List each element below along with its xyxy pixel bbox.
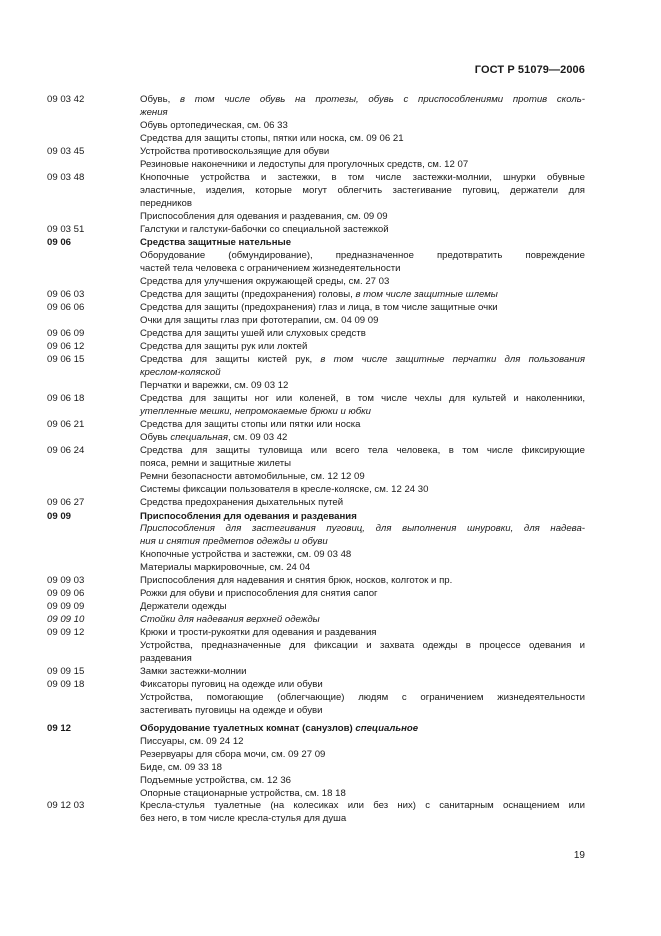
description-line bbox=[140, 211, 585, 224]
list-item bbox=[47, 511, 585, 576]
description-line bbox=[140, 172, 585, 185]
entry-description bbox=[140, 172, 585, 224]
description-line bbox=[140, 185, 585, 198]
description-line bbox=[140, 107, 585, 120]
text-run: Крюки и трости-рукоятки для одевания и раздевания bbox=[140, 627, 377, 639]
entry-code: 09 06 09 bbox=[47, 328, 85, 340]
description-line bbox=[140, 484, 585, 497]
list-item bbox=[47, 723, 585, 801]
description-line bbox=[140, 653, 585, 666]
list-item bbox=[47, 341, 585, 354]
description-line bbox=[140, 723, 585, 736]
text-run: Писсуары, см. 09 24 12 bbox=[140, 735, 244, 747]
entry-code: 09 03 45 bbox=[47, 145, 85, 157]
text-run: пояса, ремни и защитные жилеты bbox=[140, 457, 292, 469]
entry-description bbox=[140, 575, 585, 588]
list-item bbox=[47, 172, 585, 224]
text-run: Средства для защиты ушей или слуховых средств bbox=[140, 328, 366, 340]
entry-code: 09 09 12 bbox=[47, 627, 85, 639]
page-number: 19 bbox=[573, 850, 585, 861]
list-item bbox=[47, 588, 585, 601]
description-line bbox=[140, 432, 585, 445]
description-line bbox=[140, 315, 585, 328]
description-line bbox=[140, 458, 585, 471]
entry-description bbox=[140, 601, 585, 614]
text-run: без него, в том числе кресла-стулья для душа bbox=[140, 813, 347, 825]
description-line bbox=[140, 120, 585, 133]
text-run: Средства предохранения дыхательных путей bbox=[140, 496, 344, 508]
text-run: эластичные, изделия, которые могут облегчить застегивание пуговиц, держатели для bbox=[140, 184, 585, 196]
text-run: Стойки для надевания верхней одежды bbox=[140, 614, 320, 626]
text-run: застегивать пуговицы на одежде и обуви bbox=[140, 704, 323, 716]
text-run: креслом-коляской bbox=[140, 367, 221, 379]
list-item bbox=[47, 666, 585, 679]
text-run: Средства для защиты кистей рук, bbox=[140, 354, 321, 366]
text-run: Средства для защиты рук или локтей bbox=[140, 341, 308, 353]
text-run: Очки для защиты глаз при фототерапии, см. 04 09 09 bbox=[140, 315, 379, 327]
text-run: Галстуки и галстуки-бабочки со специальной застежкой bbox=[140, 223, 389, 235]
text-run: Средства для защиты стопы, пятки или носка, см. 09 06 21 bbox=[140, 132, 404, 144]
description-line bbox=[140, 198, 585, 211]
description-line bbox=[140, 419, 585, 432]
description-line bbox=[140, 146, 585, 159]
description-line bbox=[140, 289, 585, 302]
entry-code: 09 06 18 bbox=[47, 392, 85, 404]
entry-description bbox=[140, 445, 585, 497]
list-item bbox=[47, 601, 585, 614]
text-run: специальное bbox=[355, 722, 419, 734]
entry-description bbox=[140, 511, 585, 576]
list-item bbox=[47, 289, 585, 302]
text-run: Средства для улучшения окружающей среды, см. 27 03 bbox=[140, 276, 390, 288]
description-line bbox=[140, 511, 585, 524]
text-run: ния и снятия предметов одежды и обуви bbox=[140, 536, 328, 548]
text-run: Биде, см. 09 33 18 bbox=[140, 761, 222, 773]
description-line bbox=[140, 813, 585, 826]
entry-description bbox=[140, 224, 585, 237]
text-run: в том числе защитные шлемы bbox=[355, 289, 498, 301]
entry-code: 09 09 03 bbox=[47, 575, 85, 587]
description-line bbox=[140, 575, 585, 588]
text-run: Обувь, bbox=[140, 94, 181, 105]
text-run: в том числе защитные перчатки для пользования bbox=[320, 354, 585, 366]
entry-description bbox=[140, 723, 585, 801]
entry-code: 09 06 12 bbox=[47, 341, 85, 353]
list-item bbox=[47, 419, 585, 445]
text-run: Обувь ортопедическая, см. 06 33 bbox=[140, 119, 288, 131]
list-item bbox=[47, 614, 585, 627]
description-line bbox=[140, 263, 585, 276]
description-line bbox=[140, 549, 585, 562]
text-run: Устройства, предназначенные для фиксации и захвата одежды в процессе одевания и bbox=[140, 640, 585, 652]
text-run: Фиксаторы пуговиц на одежде или обуви bbox=[140, 678, 323, 690]
text-run: Замки застежки-молнии bbox=[140, 665, 247, 677]
text-run: жения bbox=[140, 106, 168, 118]
text-run: Средства для защиты туловища или всего тела человека, в том числе фиксирующие bbox=[140, 444, 585, 456]
description-line bbox=[140, 523, 585, 536]
description-line bbox=[140, 614, 585, 627]
text-run: Системы фиксации пользователя в кресле-коляске, см. 12 24 30 bbox=[140, 483, 429, 495]
text-run: Оборудование туалетных комнат (санузлов) bbox=[140, 722, 356, 734]
description-line bbox=[140, 788, 585, 801]
description-line bbox=[140, 94, 585, 107]
entry-code: 09 06 bbox=[47, 237, 72, 249]
entry-description bbox=[140, 328, 585, 341]
list-item bbox=[47, 393, 585, 419]
text-run: Оборудование (обмундирование), предназначенное предотвратить повреждение bbox=[140, 250, 585, 262]
description-line bbox=[140, 341, 585, 354]
entry-code: 09 03 48 bbox=[47, 171, 85, 183]
text-run: частей тела человека с ограничением жизнедеятельности bbox=[140, 263, 401, 275]
description-line bbox=[140, 679, 585, 692]
list-item bbox=[47, 237, 585, 289]
entry-code: 09 03 51 bbox=[47, 223, 85, 235]
description-line bbox=[140, 705, 585, 718]
text-run: Держатели одежды bbox=[140, 601, 227, 613]
list-item bbox=[47, 800, 585, 826]
text-run: Материалы маркировочные, см. 24 04 bbox=[140, 562, 311, 574]
entry-description bbox=[140, 341, 585, 354]
text-run: Рожки для обуви и приспособления для снятия сапог bbox=[140, 588, 378, 600]
description-line bbox=[140, 588, 585, 601]
classification-list bbox=[47, 94, 585, 826]
text-run: Средства для защиты стопы или пятки или носка bbox=[140, 418, 361, 430]
description-line bbox=[140, 250, 585, 263]
description-line bbox=[140, 328, 585, 341]
entry-code: 09 06 21 bbox=[47, 418, 85, 430]
text-run: Резиновые наконечники и ледоступы для прогулочных средств, см. 12 07 bbox=[140, 158, 469, 170]
description-line bbox=[140, 497, 585, 510]
text-run: специальная bbox=[170, 431, 228, 443]
entry-code: 09 03 42 bbox=[47, 94, 85, 105]
entry-description bbox=[140, 94, 585, 146]
entry-description bbox=[140, 354, 585, 393]
description-line bbox=[140, 380, 585, 393]
description-line bbox=[140, 354, 585, 367]
entry-code: 09 09 15 bbox=[47, 665, 85, 677]
text-run: раздевания bbox=[140, 652, 192, 664]
entry-code: 09 09 18 bbox=[47, 678, 85, 690]
description-line bbox=[140, 736, 585, 749]
entry-code: 09 06 24 bbox=[47, 444, 85, 456]
text-run: Приспособления для надевания и снятия брюк, носков, колготок и пр. bbox=[140, 575, 453, 587]
text-run: Устройства, помогающие (облегчающие) людям с ограничением жизнедеятельности bbox=[140, 691, 585, 703]
list-item bbox=[47, 445, 585, 497]
list-item bbox=[47, 497, 585, 510]
entry-code: 09 06 03 bbox=[47, 289, 85, 301]
entry-code: 09 09 06 bbox=[47, 588, 85, 600]
description-line bbox=[140, 133, 585, 146]
text-run: Резервуары для сбора мочи, см. 09 27 09 bbox=[140, 748, 326, 760]
description-line bbox=[140, 159, 585, 172]
entry-description bbox=[140, 627, 585, 666]
text-run: Средства для защиты (предохранения) глаз и лица, в том числе защитные очки bbox=[140, 302, 498, 314]
entry-code: 09 09 09 bbox=[47, 601, 85, 613]
text-run: Опорные стационарные устройства, см. 18 18 bbox=[140, 787, 346, 799]
entry-description bbox=[140, 393, 585, 419]
entry-code: 09 09 10 bbox=[47, 614, 85, 626]
entry-code: 09 09 bbox=[47, 510, 72, 522]
description-line bbox=[140, 640, 585, 653]
text-run: Приспособления для одевания и раздевания, см. 09 09 bbox=[140, 210, 388, 222]
description-line bbox=[140, 406, 585, 419]
text-run: в том числе обувь на протезы, обувь с приспособлениями против сколь- bbox=[180, 94, 585, 105]
description-line bbox=[140, 276, 585, 289]
description-line bbox=[140, 224, 585, 237]
description-line bbox=[140, 536, 585, 549]
entry-description bbox=[140, 289, 585, 302]
text-run: Приспособления для застегивания пуговиц, для выполнения шнуровки, для надева- bbox=[140, 523, 585, 535]
text-run: Ремни безопасности автомобильные, см. 12 12 09 bbox=[140, 470, 365, 482]
description-line bbox=[140, 800, 585, 813]
entry-code: 09 12 bbox=[47, 722, 72, 734]
text-run: утепленные мешки, непромокаемые брюки и юбки bbox=[140, 405, 372, 417]
text-run: Обувь bbox=[140, 431, 171, 443]
entry-code: 09 06 06 bbox=[47, 302, 85, 314]
list-item bbox=[47, 224, 585, 237]
description-line bbox=[140, 601, 585, 614]
text-run: Кнопочные устройства и застежки, см. 09 03 48 bbox=[140, 549, 352, 561]
description-line bbox=[140, 237, 585, 250]
description-line bbox=[140, 562, 585, 575]
entry-description bbox=[140, 614, 585, 627]
entry-description bbox=[140, 588, 585, 601]
description-line bbox=[140, 666, 585, 679]
standard-header: ГОСТ Р 51079—2006 bbox=[474, 64, 585, 76]
text-run: Устройства противоскользящие для обуви bbox=[140, 145, 330, 157]
list-item bbox=[47, 328, 585, 341]
text-run: Кресла-стулья туалетные (на колесиках или без них) с санитарным оснащением или bbox=[140, 800, 585, 812]
description-line bbox=[140, 775, 585, 788]
text-run: , см. 09 03 42 bbox=[227, 431, 288, 443]
description-line bbox=[140, 692, 585, 705]
list-item bbox=[47, 146, 585, 172]
text-run: Приспособления для одевания и раздевания bbox=[140, 510, 357, 522]
list-item bbox=[47, 94, 585, 146]
entry-description bbox=[140, 302, 585, 328]
entry-description bbox=[140, 146, 585, 172]
description-line bbox=[140, 445, 585, 458]
description-line bbox=[140, 393, 585, 406]
list-item bbox=[47, 302, 585, 328]
text-run: передников bbox=[140, 197, 192, 209]
list-item bbox=[47, 354, 585, 393]
text-run: Подъемные устройства, см. 12 36 bbox=[140, 774, 292, 786]
text-run: Средства защитные нательные bbox=[140, 237, 292, 249]
description-line bbox=[140, 367, 585, 380]
entry-description bbox=[140, 679, 585, 718]
description-line bbox=[140, 749, 585, 762]
list-item bbox=[47, 679, 585, 718]
entry-description bbox=[140, 419, 585, 445]
entry-code: 09 12 03 bbox=[47, 800, 85, 812]
list-item bbox=[47, 575, 585, 588]
list-item bbox=[47, 627, 585, 666]
description-line bbox=[140, 471, 585, 484]
text-run: Средства для защиты (предохранения) головы, bbox=[140, 289, 356, 301]
entry-code: 09 06 27 bbox=[47, 496, 85, 508]
text-run: Кнопочные устройства и застежки, в том числе застежки-молнии, шнурки обувные bbox=[140, 171, 585, 183]
description-line bbox=[140, 627, 585, 640]
text-run: Средства для защиты ног или коленей, в том числе чехлы для культей и наколенники, bbox=[140, 392, 585, 404]
entry-description bbox=[140, 666, 585, 679]
text-run: Перчатки и варежки, см. 09 03 12 bbox=[140, 379, 289, 391]
entry-description bbox=[140, 800, 585, 826]
entry-description bbox=[140, 497, 585, 510]
entry-code: 09 06 15 bbox=[47, 354, 85, 366]
entry-description bbox=[140, 237, 585, 289]
description-line bbox=[140, 762, 585, 775]
description-line bbox=[140, 302, 585, 315]
